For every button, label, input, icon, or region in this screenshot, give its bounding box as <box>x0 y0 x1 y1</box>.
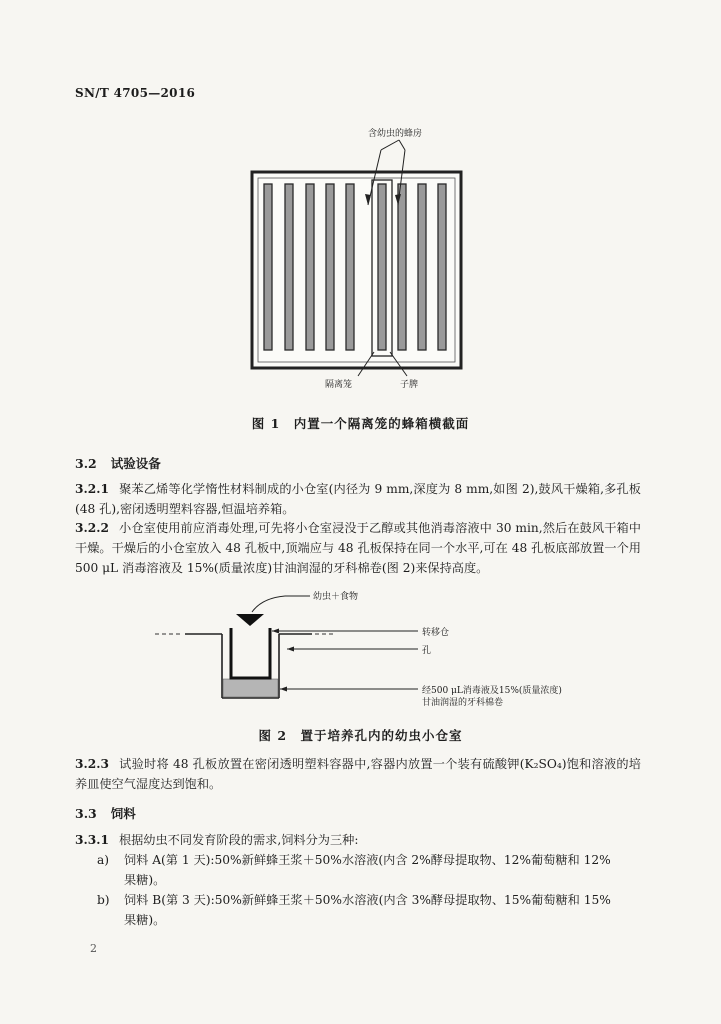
section-number: 3.2 <box>75 456 97 471</box>
standard-number: SN/T 4705—2016 <box>75 86 196 100</box>
list-marker-b: b) <box>97 893 110 907</box>
label-larvae-cell: 含幼虫的蜂房 <box>368 129 423 139</box>
transfer-cell <box>231 628 270 678</box>
figure-2-caption: 图 2 置于培养孔内的幼虫小仓室 <box>258 728 463 743</box>
clause-text: 聚苯乙烯等化学惰性材料制成的小仓室(内径为 9 mm,深度为 8 mm,如图 2),鼓风干燥箱,多孔板(48 孔),密闭透明塑料容器,恒温培养箱。 <box>75 482 641 516</box>
section-title: 试验设备 <box>110 456 161 471</box>
page-number: 2 <box>90 942 97 955</box>
clause-text: 根据幼虫不同发育阶段的需求,饲料分为三种: <box>118 833 359 847</box>
section-3-3-heading <box>75 804 136 822</box>
list-item-a-line-1: 饲料 A(第 1 天):50%新鲜蜂王浆＋50%水溶液(内含 2%酵母提取物、12%葡萄糖和 12% <box>124 853 611 867</box>
dental-cotton-roll <box>223 679 278 697</box>
label-larvae-food: 幼虫＋食物 <box>313 592 359 602</box>
clause-number: 3.2.3 <box>75 757 109 771</box>
clause-number: 3.2.1 <box>75 482 109 496</box>
clause-number: 3.2.2 <box>75 521 109 535</box>
label-transfer-cell: 转移仓 <box>422 628 450 638</box>
list-marker-a: a) <box>97 853 110 867</box>
clause-3-3-1 <box>75 830 641 850</box>
list-item-b-line-2: 果糖)。 <box>124 913 166 927</box>
label-brood-comb: 子脾 <box>400 380 419 390</box>
list-item-a-line-2: 果糖)。 <box>124 873 166 887</box>
label-isolation-cage: 隔离笼 <box>325 380 353 390</box>
arrow-head <box>236 614 264 626</box>
label-hole: 孔 <box>422 646 432 656</box>
clause-3-2-3 <box>75 754 641 794</box>
label-cotton-line-2: 甘油润湿的牙科棉卷 <box>422 698 504 708</box>
section-number: 3.3 <box>75 806 97 821</box>
label-cotton-line-1: 经500 μL消毒液及15%(质量浓度) <box>422 686 562 696</box>
clause-text: 试验时将 48 孔板放置在密闭透明塑料容器中,容器内放置一个装有硫酸钾(K₂SO₄)饱和溶液的培养皿使空气湿度达到饱和。 <box>75 757 641 791</box>
clause-number: 3.3.1 <box>75 833 109 847</box>
list-item-b-line-1: 饲料 B(第 3 天):50%新鲜蜂王浆＋50%水溶液(内含 3%酵母提取物、15%葡萄糖和 15% <box>124 893 611 907</box>
section-title: 饲料 <box>110 806 136 821</box>
clause-text: 小仓室使用前应消毒处理,可先将小仓室浸没于乙醇或其他消毒溶液中 30 min,然后在鼓风干箱中干燥。干燥后的小仓室放入 48 孔板中,顶端应与 48 孔板保持在同一个水平,可在 48 孔板底部放置一个用 500 μL 消毒溶液及 15%(质量浓度)甘油润湿的牙科棉卷(图 2)来保持高度。 <box>75 521 641 575</box>
figure-1-caption: 图 1 内置一个隔离笼的蜂箱横截面 <box>251 416 470 431</box>
